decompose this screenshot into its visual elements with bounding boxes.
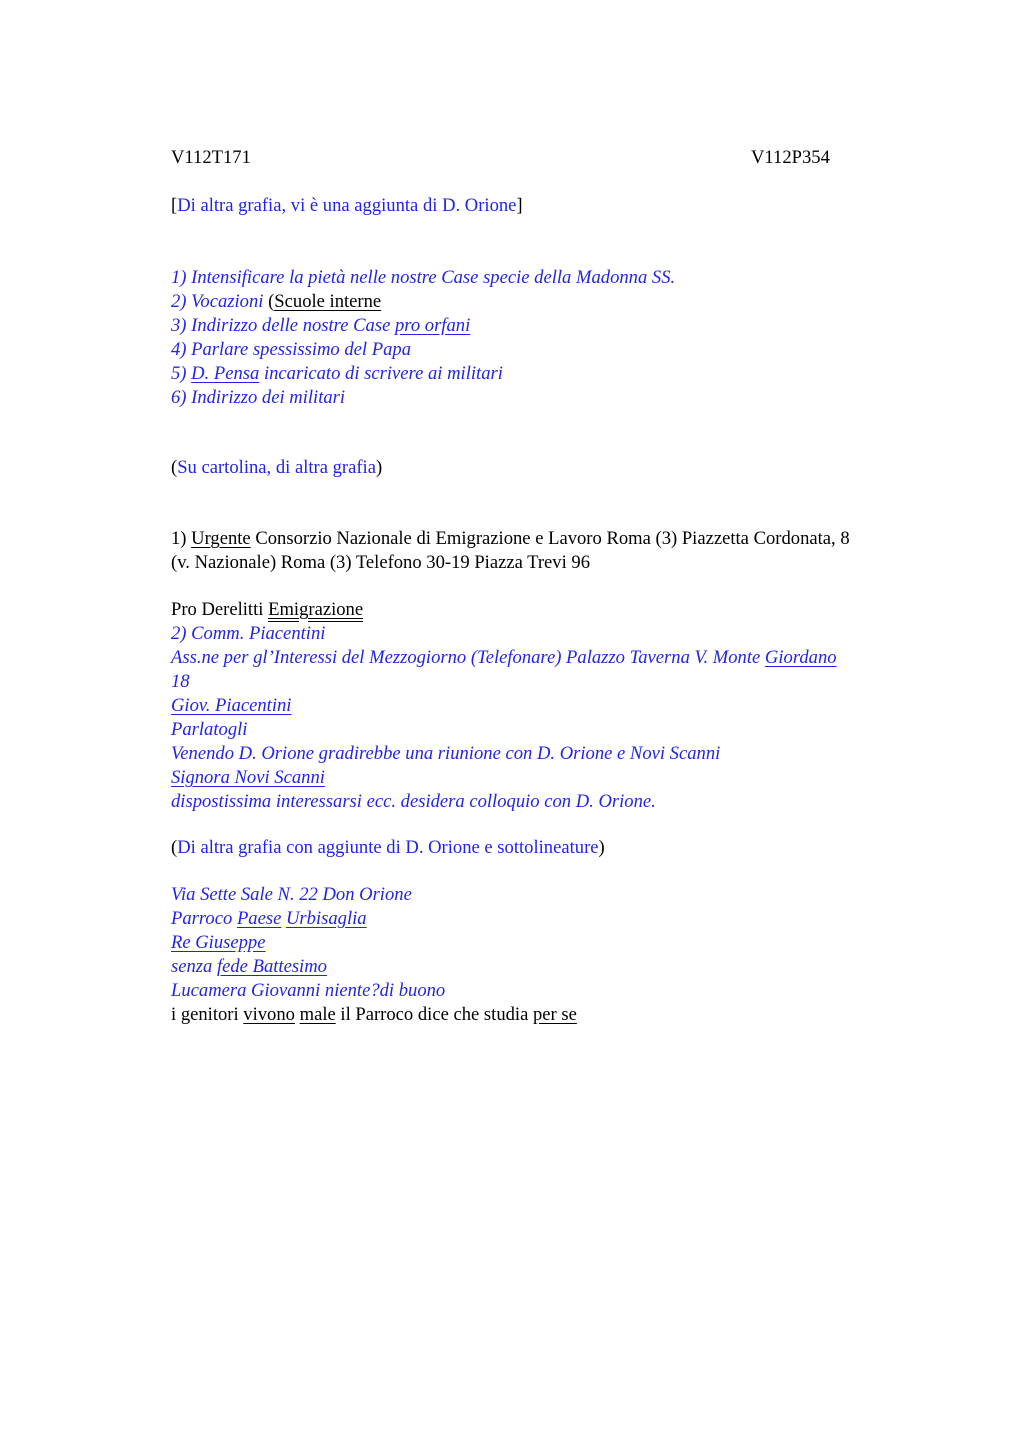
list-item: 3) Indirizzo delle nostre Case pro orfani xyxy=(171,315,471,336)
text-line: Ass.ne per gl’Interessi del Mezzogiorno (Telefonare) Palazzo Taverna V. Monte Giordano xyxy=(171,647,837,668)
notes-block-2 xyxy=(171,598,837,814)
bracket-close: ] xyxy=(516,195,523,216)
text-line: Re Giuseppe xyxy=(171,932,266,953)
text-line: Signora Novi Scanni xyxy=(171,767,325,788)
list-item: 2) Vocazioni (Scuole interne xyxy=(171,291,382,312)
editorial-note-3: (Di altra grafia con aggiunte di D. Orione e sottolineature) xyxy=(171,837,605,858)
text-line: 18 xyxy=(171,671,190,692)
numbered-list-1 xyxy=(171,266,675,410)
paragraph-line: (v. Nazionale) Roma (3) Telefono 30-19 Piazza Trevi 96 xyxy=(171,552,591,573)
editorial-note-1 xyxy=(171,194,523,218)
bracket-open: [ xyxy=(171,195,178,216)
right-code: V112P354 xyxy=(751,147,830,168)
list-item: 6) Indirizzo dei militari xyxy=(171,387,346,408)
text-line: Lucamera Giovanni niente?di buono xyxy=(171,980,446,1001)
text-line: Via Sette Sale N. 22 Don Orione xyxy=(171,884,412,905)
text-line: i genitori vivono male il Parroco dice che studia per se xyxy=(171,1004,577,1025)
note-text: Di altra grafia, vi è una aggiunta di D. Orione xyxy=(177,195,517,216)
list-item: 5) D. Pensa incaricato di scrivere ai militari xyxy=(171,363,503,384)
text-line: Pro Derelitti Emigrazione xyxy=(171,599,364,620)
editorial-note-2: (Su cartolina, di altra grafia) xyxy=(171,457,383,478)
notes-block-3 xyxy=(171,883,577,1027)
address-paragraph xyxy=(171,527,850,575)
text-line: Venendo D. Orione gradirebbe una riunione con D. Orione e Novi Scanni xyxy=(171,743,721,764)
text-line: Parroco Paese Urbisaglia xyxy=(171,908,367,929)
text-line: 2) Comm. Piacentini xyxy=(171,623,326,644)
text-line: Parlatogli xyxy=(171,719,248,740)
list-item: 4) Parlare spessissimo del Papa xyxy=(171,339,411,360)
paragraph-line: 1) Urgente Consorzio Nazionale di Emigrazione e Lavoro Roma (3) Piazzetta Cordonata, 8 xyxy=(171,528,850,549)
list-item: 1) Intensificare la pietà nelle nostre Case specie della Madonna SS. xyxy=(171,267,676,288)
text-line: dispostissima interessarsi ecc. desidera colloquio con D. Orione. xyxy=(171,791,656,812)
left-code: V112T171 xyxy=(171,147,251,168)
text-line: senza fede Battesimo xyxy=(171,956,327,977)
text-line: Giov. Piacentini xyxy=(171,695,292,716)
